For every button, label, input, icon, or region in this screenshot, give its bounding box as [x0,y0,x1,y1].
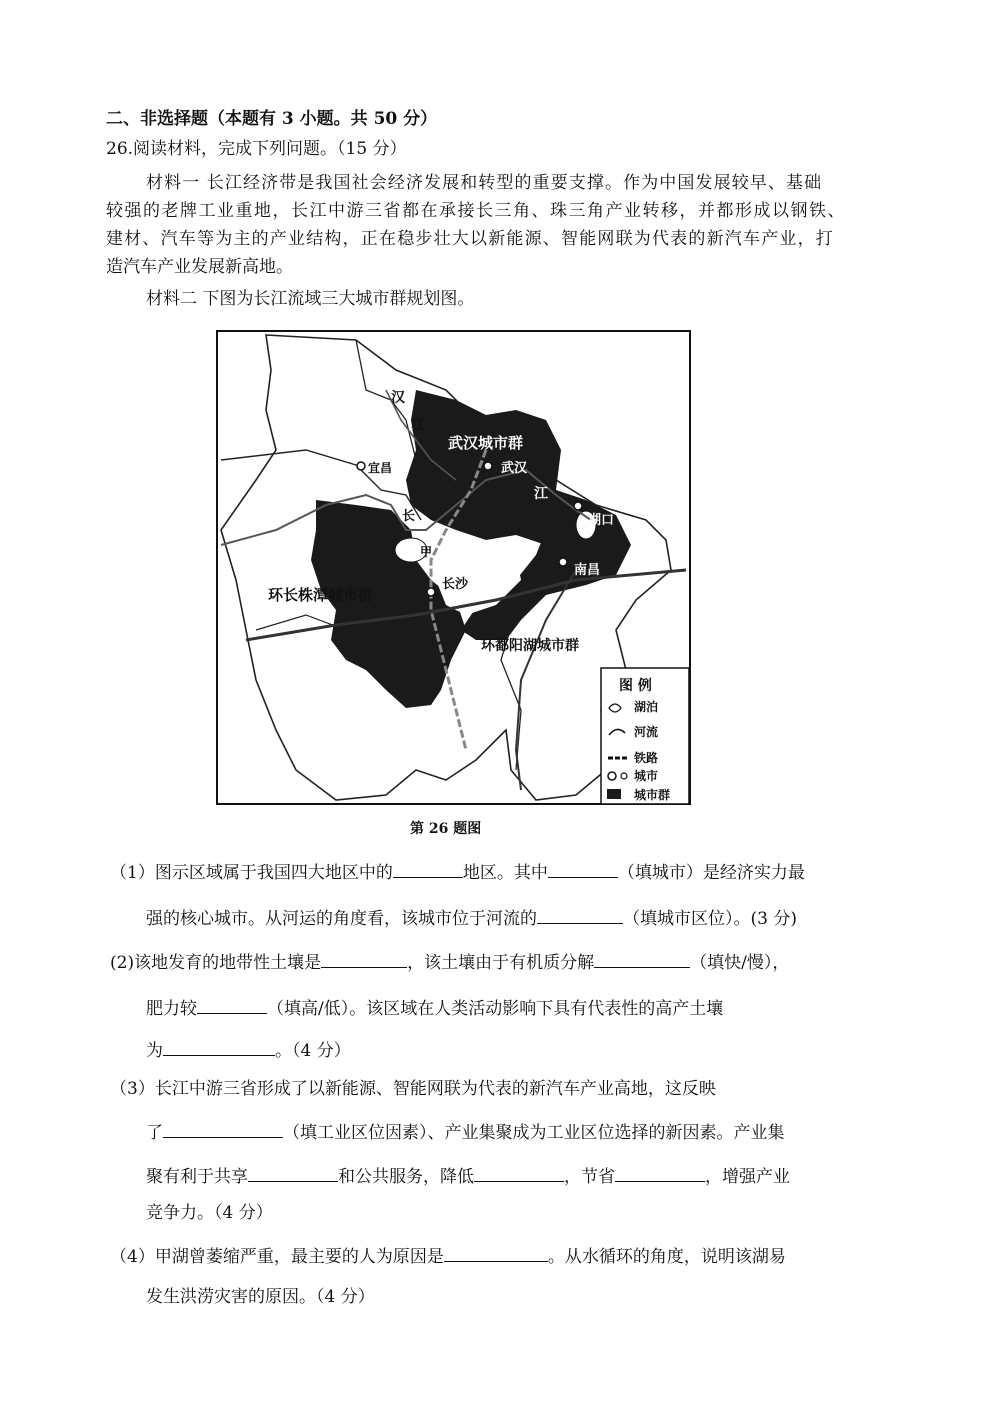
answer-blank[interactable] [321,951,407,968]
question-text: （填快/慢）， [690,953,790,973]
label-jia: 甲 [420,545,433,559]
question-text: 竞争力。（4 分） [146,1203,273,1223]
question-2-line-3 [146,1036,351,1061]
question-text: 和公共服务，降低 [338,1167,474,1187]
answer-blank[interactable] [444,1245,548,1262]
question-1-line-1 [110,858,805,883]
question-3-line-2 [146,1118,785,1143]
question-2-line-1 [110,948,789,973]
map-caption: 第 26 题图 [410,821,482,837]
question-text: 发生洪涝灾害的原因。（4 分） [146,1287,375,1307]
question-text: 肥力较 [146,999,197,1019]
legend-cluster-icon [607,789,621,799]
question-text: （填城市区位）。(3 分) [623,909,797,929]
label-poyang-group: 环鄱阳湖城市群 [481,638,579,654]
legend-city-icon-2 [621,773,627,779]
question-text: (2)该地发育的地带性土壤是 [110,953,322,973]
material1-line-4: 造汽车产业发展新高地。 [106,257,293,277]
label-hukou: 湖口 [588,513,615,528]
legend-cluster-label: 城市群 [634,788,671,802]
answer-blank[interactable] [474,1165,564,1182]
label-jiang-2: 江 [534,486,548,502]
material1-line-2: 较强的老牌工业重地，长江中游三省都在承接长三角、珠三角产业转移，并都形成以钢铁、 [106,201,846,221]
question-26-header: 26.阅读材料，完成下列问题。（15 分） [106,139,407,159]
question-text: ，该土壤由于有机质分解 [407,953,595,973]
city-yichang-marker [357,462,365,470]
answer-blank[interactable] [163,1121,283,1138]
question-text: 。从水循环的角度，说明该湖易 [547,1247,786,1267]
label-yichang: 宜昌 [368,461,393,475]
answer-blank[interactable] [248,1165,338,1182]
legend-city-icon-1 [608,772,616,780]
city-hukou-marker [574,502,582,510]
section-title: 二、非选择题（本题有 3 小题。共 50 分） [106,109,438,129]
legend-lake-label: 湖泊 [634,700,659,714]
question-text: （填工业区位因素）、产业集聚成为工业区位选择的新因素。产业集 [283,1123,785,1143]
answer-blank[interactable] [393,861,463,878]
question-2-line-2 [146,994,723,1019]
city-changsha-marker [427,588,435,596]
question-text: （1）图示区域属于我国四大地区中的 [110,863,393,883]
answer-blank[interactable] [615,1165,705,1182]
question-text: ，节省 [564,1167,615,1187]
legend-lake-icon [609,704,621,712]
question-text: 地区。其中 [462,863,548,883]
map-svg [216,330,691,805]
label-wuhan-group: 武汉城市群 [448,434,524,452]
city-nanchang-marker [559,558,567,566]
answer-blank[interactable] [548,861,618,878]
question-text: 为 [146,1041,163,1061]
label-wuhan: 武汉 [501,461,528,476]
city-wuhan-marker [484,462,492,470]
question-text: （填高/低）。该区域在人类活动影响下具有代表性的高产土壤 [267,999,724,1019]
legend-railway-label: 铁路 [634,751,659,765]
question-text: 了 [146,1123,163,1143]
question-text: （填城市）是经济实力最 [617,863,805,883]
question-text: 强的核心城市。从河运的角度看，该城市位于河流的 [146,909,537,929]
label-nanchang: 南昌 [574,563,601,578]
question-3-line-3 [146,1162,790,1187]
question-3-line-4 [146,1198,273,1223]
material1-line-1: 材料一 长江经济带是我国社会经济发展和转型的重要支撑。作为中国发展较早、基础 [146,173,823,193]
map-figure [216,330,691,805]
question-text: ，增强产业 [705,1167,790,1187]
material1-line-3: 建材、汽车等为主的产业结构，正在稳步壮大以新能源、智能网联为代表的新汽车产业，打 [106,229,834,249]
answer-blank[interactable] [197,997,267,1014]
label-czt-group: 环长株潭城市群 [268,586,374,604]
answer-blank[interactable] [594,951,690,968]
label-chang: 长 [402,509,416,524]
legend-city-label: 城市 [634,769,659,783]
legend-river-label: 河流 [634,725,659,739]
question-4-line-1 [110,1242,786,1267]
question-4-line-2 [146,1282,375,1307]
label-changsha: 长沙 [442,577,469,592]
label-jiang-1: 江 [411,418,425,434]
question-1-line-2 [146,904,797,929]
answer-blank[interactable] [163,1039,275,1056]
question-text: （3）长江中游三省形成了以新能源、智能网联为代表的新汽车产业高地，这反映 [110,1079,716,1099]
question-text: 聚有利于共享 [146,1167,248,1187]
material2-line: 材料二 下图为长江流域三大城市群规划图。 [146,289,475,309]
legend-title: 图 例 [619,678,652,694]
question-text: （4）甲湖曾萎缩严重，最主要的人为原因是 [110,1247,444,1267]
question-text: 。（4 分） [275,1041,351,1061]
question-3-line-1 [110,1074,716,1099]
label-han: 汉 [391,390,405,406]
answer-blank[interactable] [537,907,623,924]
